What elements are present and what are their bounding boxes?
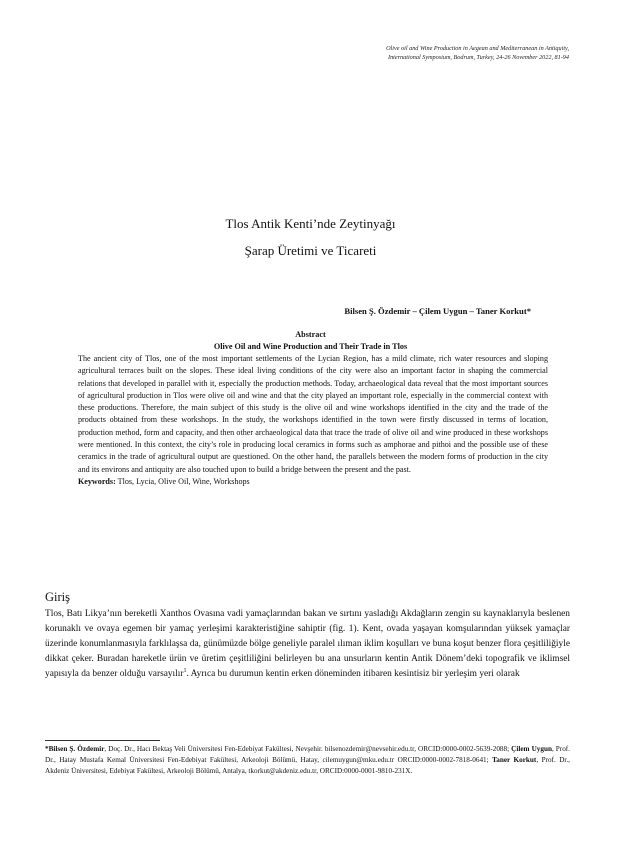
keywords-label: Keywords: xyxy=(78,476,116,486)
author-list: Bilsen Ş. Özdemir – Çilem Uygun – Taner Korkut* xyxy=(344,306,531,316)
running-header-line-2: International Symposium, Bodrum, Turkey, 24-26 November 2022, 81-94 xyxy=(388,54,569,61)
footnote-ref: 1 xyxy=(183,667,187,674)
keywords: Tlos, Lycia, Olive Oil, Wine, Workshops xyxy=(117,476,250,486)
abstract-title: Olive Oil and Wine Production and Their Trade in Tlos xyxy=(213,342,408,351)
footnote-author-3: Taner Korkut xyxy=(492,755,537,764)
body-text-part-2: . Ayrıca bu durumun kentin erken döneminden itibaren kesintisiz bir yerleşim yeri olarak xyxy=(186,668,520,679)
running-header-line-1: Olive oil and Wine Production in Aegean and Mediterranean in Antiquity, xyxy=(386,45,569,52)
paper-title-line-1: Tlos Antik Kenti’nde Zeytinyağı xyxy=(225,216,396,231)
footnote-divider xyxy=(45,740,160,741)
footnote-author-2: Çilem Uygun xyxy=(511,745,552,753)
body-text-part-1: Tlos, Batı Likya’nın bereketli Xanthos Ovasına vadi yamaçlarından bakan ve sırtını yasladığı Akdağların zengin su kaynaklarıyla beslenen korunaklı ve ovaya egemen bir yamaç yerleşimi karakteristiğine sahiptir (fig. 1). Kent, ovada yaşayan komşularından yüksek yamaçlar üzerinde konumlanmasıyla farklılaşsa da, günümüzde bölge geneliyle paralel ılıman iklim koşulları ve buna koşut benzer flora çeşitliliğiyle dikkat çeker. Buradan hareketle ürün ve üretim çeşitliliğini belirleyen bu ana unsurların kentin Antik Dönem’deki topografik ve iklimsel yapısıyla da benzer olduğu varsayılır xyxy=(45,609,570,679)
paper-title-line-2: Şarap Üretimi ve Ticareti xyxy=(244,243,377,258)
section-heading: Giriş xyxy=(45,590,70,604)
running-header xyxy=(239,44,569,62)
abstract-heading: Abstract xyxy=(295,330,326,339)
abstract-body xyxy=(78,353,548,488)
footnote-author-1-text: , Doç. Dr., Hacı Bektaş Veli Üniversitesi Fen-Edebiyat Fakültesi, Nevşehir. bilsenozdemir@nevsehir.edu.tr, ORCID:0000-0002-5639-2088; xyxy=(104,745,512,753)
footnote-author-1: *Bilsen Ş. Özdemir xyxy=(45,745,105,753)
body-paragraph xyxy=(45,607,570,682)
footnote-author-2-text: , Prof. Dr., Hatay Mustafa Kemal Üniversitesi Fen-Edebiyat Fakültesi, Arkeoloji Bölümü, Hatay, cilemuygun@mku.edu.tr ORCID:0000-0002-7818-0641; xyxy=(45,745,570,764)
footnote-author-3-text: , Prof. Dr., Akdeniz Üniversitesi, Edebiyat Fakültesi, Arkeoloji Bölümü, Antalya, tkorkut@akdeniz.edu.tr, ORCID:0000-0001-9810-231X. xyxy=(45,755,570,775)
abstract-text: The ancient city of Tlos, one of the most important settlements of the Lycian Region, has a mild climate, rich water resources and sloping agricultural terraces built on the slopes. These ideal living conditions of the city were also an important factor in shaping the commercial relations that developed in parallel with it, especially the production methods. Today, archaeological data reveal that the most important sources of agricultural production in Tlos were olive oil and wine and that the city played an important role, especially in the commercial context with these productions. Therefore, the main subject of this study is the olive oil and wine workshops identified in the city and the trade of the products obtained from these workshops. In the study, the workshops identified in the town were firstly discussed in terms of location, production method, form and capacity, and then other archaeological data that trace the trade of olive oil and wine produced in these workshops were mentioned. In this context, the city’s role in producing local ceramics in forms such as amphorae and pithoi and the possible use of these ceramics in the trade of agricultural output are questioned. On the other hand, the parallels between the modern forms of production in the city and its environs and antiquity are also touched upon to build a bridge between the present and the past. xyxy=(78,354,548,474)
footnote xyxy=(45,744,570,776)
